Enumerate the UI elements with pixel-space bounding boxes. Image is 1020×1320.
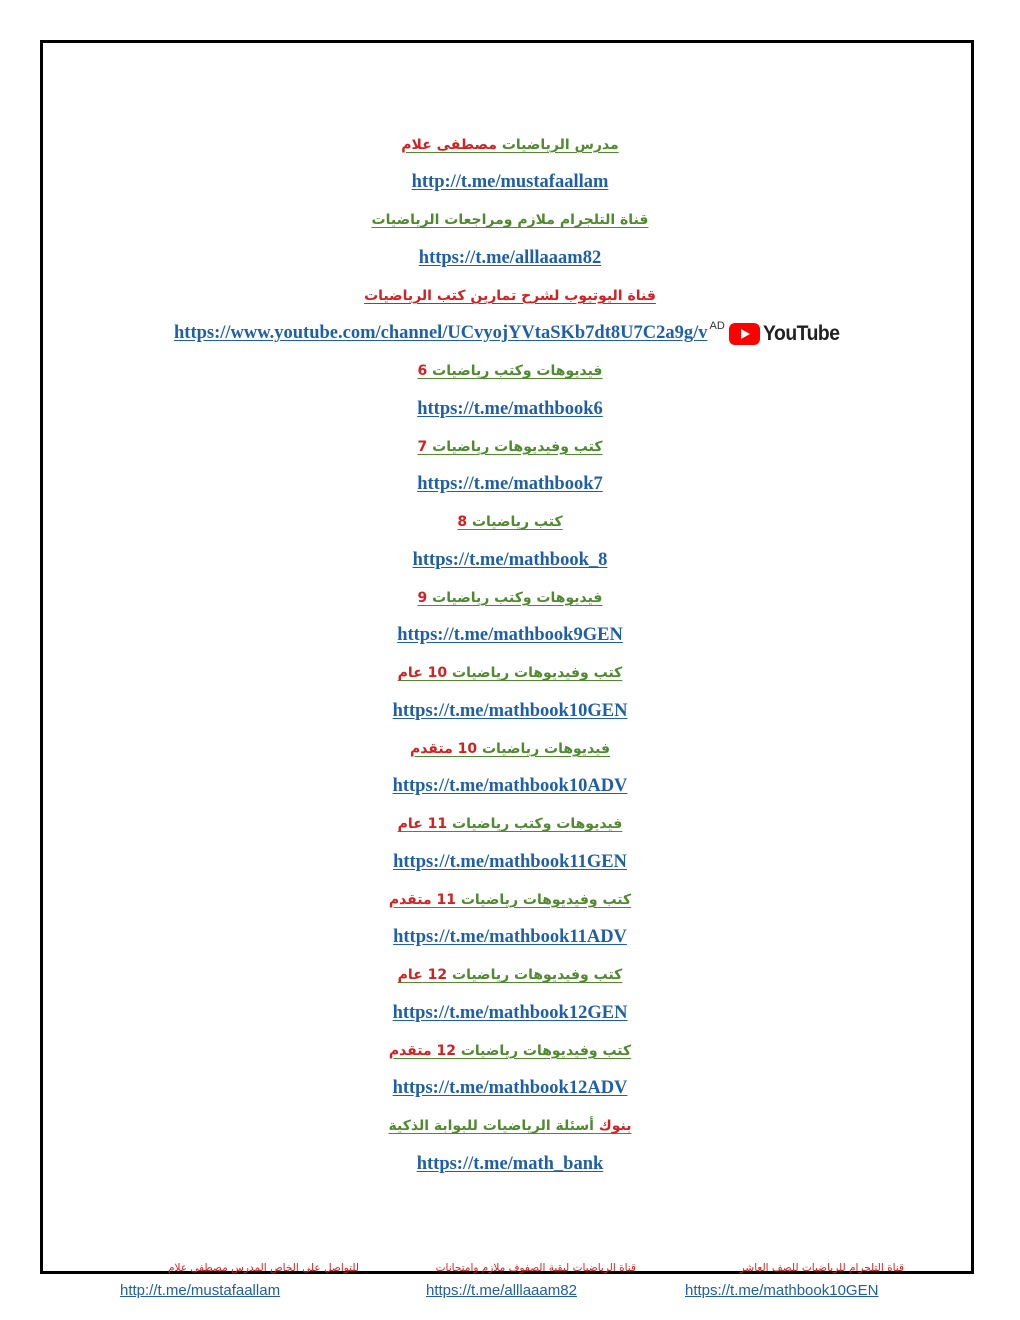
grade-label: كتب وفيديوهات رياضيات <box>452 967 623 984</box>
grade-number: 8 <box>457 514 468 531</box>
grade-link-row <box>43 617 977 655</box>
telegram-channel-link-row <box>43 239 977 277</box>
grade-track: عام <box>397 665 423 682</box>
grade-link[interactable]: https://t.me/mathbook11GEN <box>393 851 627 872</box>
grade-label: كتب وفيديوهات رياضيات <box>432 438 603 455</box>
bank-label-red: بنوك <box>598 1118 632 1135</box>
grade-heading <box>43 730 977 768</box>
grade-label: فيديوهات وكتب رياضيات <box>452 816 623 833</box>
grade-number: 10 <box>457 740 478 757</box>
grade-link[interactable]: https://t.me/mathbook12ADV <box>392 1078 628 1099</box>
footer-caption-right: قناة التلجرام للرياضيات للصف العاشر <box>739 1262 904 1274</box>
grade-link-row <box>43 692 977 730</box>
footer-link-right[interactable]: https://t.me/mathbook10GEN <box>685 1282 879 1299</box>
grade-number: 12 <box>436 1042 456 1059</box>
youtube-wordmark: YouTube <box>762 321 840 345</box>
teacher-label: مدرس الرياضيات <box>501 136 619 153</box>
grade-number: 11 <box>427 816 448 833</box>
grade-label: كتب وفيديوهات رياضيات <box>452 665 623 682</box>
grade-heading <box>43 579 977 617</box>
grade-link-row <box>43 390 977 428</box>
grade-number: 7 <box>417 438 428 455</box>
grade-heading <box>43 353 977 391</box>
footer-links <box>120 1282 904 1302</box>
youtube-label: قناة اليوتيوب لشرح تمارين كتب الرياضيات <box>364 287 656 304</box>
grade-heading <box>43 504 977 542</box>
grade-link-row <box>43 541 977 579</box>
grade-heading <box>43 1032 977 1070</box>
youtube-superscript: AD <box>709 319 725 332</box>
grade-number: 6 <box>417 363 428 380</box>
grade-label: كتب وفيديوهات رياضيات <box>460 891 632 908</box>
links-list <box>43 126 977 1183</box>
teacher-heading <box>43 126 977 164</box>
grade-link-row <box>43 768 977 806</box>
grade-label: فيديوهات وكتب رياضيات <box>432 589 603 606</box>
grade-number: 12 <box>427 967 448 984</box>
grade-link-row <box>43 1070 977 1108</box>
grade-track: متقدم <box>388 1042 432 1059</box>
grade-heading <box>43 957 977 995</box>
grade-label: كتب رياضيات <box>471 514 563 531</box>
footer-link-left[interactable]: http://t.me/mustafaallam <box>120 1282 281 1299</box>
grade-heading <box>43 881 977 919</box>
grade-number: 11 <box>436 891 456 908</box>
grade-link[interactable]: https://t.me/mathbook7 <box>417 474 603 495</box>
grade-track: عام <box>397 967 423 984</box>
grade-link[interactable]: https://t.me/mathbook12GEN <box>392 1002 628 1023</box>
teacher-link-row <box>43 164 977 202</box>
grade-track: متقدم <box>388 891 432 908</box>
grade-link-row <box>43 466 977 504</box>
telegram-channel-heading <box>43 202 977 240</box>
grade-number: 10 <box>427 665 448 682</box>
teacher-name: مصطفى علام <box>401 136 497 153</box>
footer-link-middle[interactable]: https://t.me/alllaaam82 <box>426 1282 577 1299</box>
grade-label: كتب وفيديوهات رياضيات <box>460 1042 632 1059</box>
grade-heading <box>43 428 977 466</box>
grade-number: 9 <box>417 589 428 606</box>
grade-link[interactable]: https://t.me/mathbook6 <box>417 398 603 419</box>
grade-link[interactable]: https://t.me/mathbook_8 <box>412 549 608 570</box>
grade-heading <box>43 655 977 693</box>
teacher-link[interactable]: http://t.me/mustafaallam <box>411 172 609 193</box>
youtube-logo[interactable] <box>729 322 846 346</box>
bank-heading <box>43 1108 977 1146</box>
grade-link[interactable]: https://t.me/mathbook10ADV <box>392 776 628 797</box>
grade-link[interactable]: https://t.me/mathbook10GEN <box>392 700 628 721</box>
grade-link-row <box>43 994 977 1032</box>
grade-label: فيديوهات وكتب رياضيات <box>432 363 603 380</box>
grade-link-row <box>43 843 977 881</box>
bank-label: أسئلة الرياضيات للبوابة الذكية <box>388 1118 594 1135</box>
footer-caption-left: للتواصل على الخاص المدرس مصطفى علام <box>167 1262 359 1274</box>
bank-link-row <box>43 1145 977 1183</box>
bank-link[interactable]: https://t.me/math_bank <box>416 1153 604 1174</box>
grade-link[interactable]: https://t.me/mathbook9GEN <box>397 625 623 646</box>
grade-heading <box>43 806 977 844</box>
grade-track: عام <box>397 816 423 833</box>
youtube-play-icon <box>729 323 760 345</box>
grade-track: متقدم <box>409 740 453 757</box>
youtube-link[interactable]: https://www.youtube.com/channel/UCvyojYVtaSKb7dt8U7C2a9g/v <box>174 323 708 344</box>
telegram-channel-link[interactable]: https://t.me/alllaaam82 <box>418 247 602 268</box>
grade-label: فيديوهات رياضيات <box>481 740 611 757</box>
telegram-channel-label: قناة التلجرام ملازم ومراجعات الرياضيات <box>371 212 649 229</box>
footer-captions <box>120 1262 904 1278</box>
youtube-link-row <box>43 315 977 353</box>
grade-link-row <box>43 919 977 957</box>
grade-link[interactable]: https://t.me/mathbook11ADV <box>393 927 627 948</box>
footer-caption-middle: قناة الرياضيات لبقية الصفوف ملازم وامتحانات <box>435 1262 636 1274</box>
youtube-heading <box>43 277 977 315</box>
